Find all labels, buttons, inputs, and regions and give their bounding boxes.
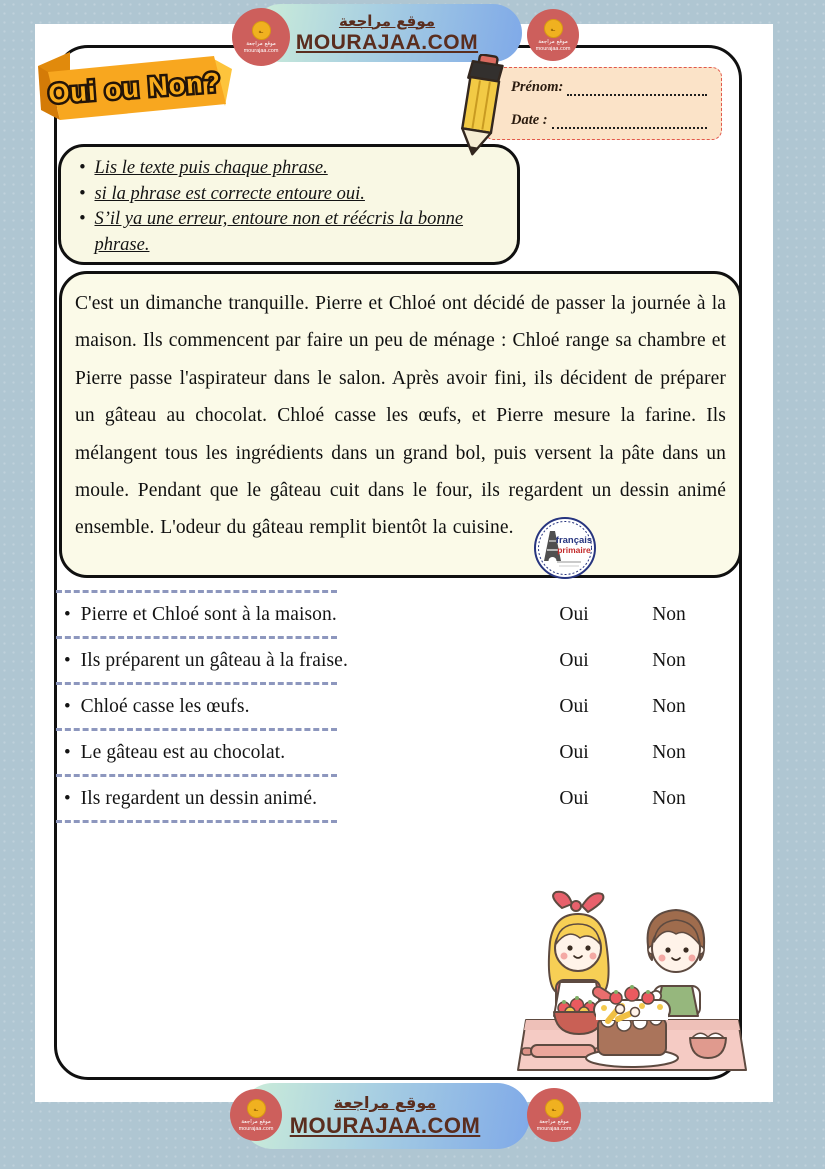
site-logo-badge [230,1089,282,1141]
kids-baking-illustration [516,888,748,1080]
coin-icon: ؎ [252,21,271,40]
stamp-line1: français [555,535,593,546]
question-row [56,639,716,682]
questions-list [56,590,716,823]
bullet-dot: • [64,603,71,625]
non-option[interactable]: Non [652,741,686,763]
francais-primaire-stamp [533,516,597,580]
oui-option[interactable]: Oui [559,741,589,763]
bullet-dot: • [79,158,86,178]
name-label: Prénom: [511,79,564,95]
bullet-dot: • [64,649,71,671]
title-ribbon [36,50,234,130]
oui-option[interactable]: Oui [559,649,589,671]
site-name-arabic: موقع مراجعة [333,1093,437,1112]
reading-paragraph: C'est un dimanche tranquille. Pierre et Chloé ont décidé de passer la journée à la maison. Ils commencent par faire un peu de ménage : Chloé range sa chambre et Pierre passe l'aspirateur dans le salon. Après avoir fini, ils décident de préparer un gâteau au chocolat. Chloé casse les œufs, et Pierre mesure la farine. Ils mélangent tous les ingrédients dans un grand bol, puis versent la pâte dans un moule. Pendant que le gâteau cuit dans le four, ils regardent un dessin animé ensemble. L'odeur du gâteau remplit bientôt la cuisine. [75,293,726,539]
badge-arabic-text: موقع مراجعة [539,1118,569,1125]
bullet-dot: • [64,741,71,763]
question-text: Ils regardent un dessin animé. [80,787,318,809]
site-logo-badge [232,8,290,66]
badge-arabic-text: موقع مراجعة [538,38,568,45]
worksheet-title: Oui ou Non? [47,67,223,110]
date-input-line[interactable] [552,114,707,129]
instruction-item [79,182,503,208]
bullet-dot: • [79,183,86,204]
date-row [511,112,707,129]
question-text: Chloé casse les œufs. [80,695,250,717]
oui-option[interactable]: Oui [559,603,589,625]
bullet-dot: • [64,787,71,809]
oui-option[interactable]: Oui [559,787,589,809]
pencil-icon [449,54,513,158]
coin-icon: ؎ [545,1099,564,1118]
site-logo-badge [527,9,579,61]
question-text: Pierre et Chloé sont à la maison. [80,603,337,625]
question-text: Ils préparent un gâteau à la fraise. [80,649,348,671]
stamp-line2: primaire [557,545,591,555]
badge-url-text: mourajaa.com [536,1125,572,1132]
coin-icon: ؎ [544,19,563,38]
date-label: Date : [511,112,548,128]
instructions-box [58,144,520,265]
name-row [511,79,707,96]
badge-url-text: mourajaa.com [243,47,279,54]
instruction-text: S’il ya une erreur, entoure non et réécris la bonne phrase. [94,209,464,255]
reading-text-box [59,271,742,578]
site-url-link[interactable]: MOURAJAA.COM [295,30,479,54]
instruction-item [79,207,503,258]
instruction-item [79,156,503,182]
question-row [56,777,716,820]
instruction-text: si la phrase est correcte entoure oui. [94,183,365,204]
coin-icon: ؎ [247,1099,266,1118]
question-row [56,593,716,636]
dashed-writing-line[interactable] [56,820,337,823]
non-option[interactable]: Non [652,695,686,717]
site-url-link[interactable]: MOURAJAA.COM [289,1113,481,1138]
site-name-arabic: موقع مراجعة [338,11,436,30]
site-banner-footer [240,1083,530,1149]
badge-arabic-text: موقع مراجعة [246,40,276,47]
question-row [56,685,716,728]
student-info-box [484,67,722,140]
instruction-text: Lis le texte puis chaque phrase. [94,158,328,178]
badge-url-text: mourajaa.com [238,1125,274,1132]
badge-url-text: mourajaa.com [535,45,571,52]
question-text: Le gâteau est au chocolat. [80,741,286,763]
oui-option[interactable]: Oui [559,695,589,717]
badge-arabic-text: موقع مراجعة [241,1118,271,1125]
name-input-line[interactable] [567,81,707,96]
bullet-dot: • [64,695,71,717]
site-logo-badge [527,1088,581,1142]
non-option[interactable]: Non [652,787,686,809]
non-option[interactable]: Non [652,603,686,625]
question-row [56,731,716,774]
non-option[interactable]: Non [652,649,686,671]
bullet-dot: • [79,209,86,229]
